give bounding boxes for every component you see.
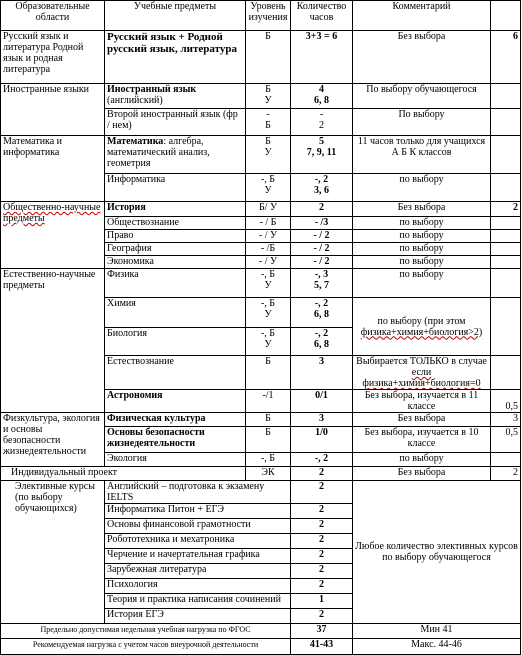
elective-hours: 2 (291, 579, 353, 594)
elective-item: Основы финансовой грамотности (105, 519, 291, 534)
elective-hours: 2 (291, 519, 353, 534)
subject-project: Индивидуальный проект (1, 467, 246, 481)
subject-informatics: Информатика (105, 174, 246, 202)
subject-astronomy: Астрономия (105, 390, 246, 413)
level-russian: Б (246, 31, 291, 84)
extra-astronomy: 0,5 (491, 390, 521, 413)
area-pe: Физкультура, экология и основы безопасности жизнедеятельности (1, 413, 105, 467)
level-astronomy: -/1 (246, 390, 291, 413)
level-physics: -, Б У (246, 269, 291, 298)
subject-law: Право (105, 230, 246, 243)
level-history: Б/ У (246, 202, 291, 217)
elective-hours: 2 (291, 504, 353, 519)
row-math-1 (1, 136, 521, 174)
header-area: Образовательные области (1, 1, 105, 31)
comment-astronomy: Без выбора, изучается в 11 классе (353, 390, 491, 413)
hours-physics: -, 3 5, 7 (291, 269, 353, 298)
comment-electives: Любое количество элективных курсов по выбору обучающегося (353, 481, 521, 624)
subject-english: Иностранный язык (английский) (105, 84, 246, 109)
comment-second-language: По выбору (353, 109, 491, 136)
level-math: Б У (246, 136, 291, 174)
row-social-0 (1, 202, 521, 217)
row-elective-0 (1, 481, 521, 504)
header-row (1, 1, 521, 31)
area-social: Общественно-научные предметы (1, 202, 105, 269)
comment-english: По выбору обучающегося (353, 84, 491, 109)
comment-max-load: Мин 41 (353, 624, 521, 639)
subject-pe: Физическая культура (105, 413, 246, 427)
hours-max-load: 37 (291, 624, 353, 639)
comment-social-studies: по выбору (353, 217, 491, 230)
level-natural-science: Б (246, 356, 291, 390)
comment-informatics: по выбору (353, 174, 491, 202)
hours-math: 5 7, 9, 11 (291, 136, 353, 174)
header-level: Уровень изучения (246, 1, 291, 31)
subject-history: История (105, 202, 246, 217)
comment-russian: Без выбора (353, 31, 491, 84)
row-project (1, 467, 521, 481)
hours-natural-science: 3 (291, 356, 353, 390)
comment-economics: по выбору (353, 256, 491, 269)
level-second-language: - Б (246, 109, 291, 136)
subject-physics: Физика (105, 269, 246, 298)
subject-ecology: Экология (105, 453, 246, 467)
comment-geography: по выбору (353, 243, 491, 256)
hours-obzh: 1/0 (291, 427, 353, 453)
hours-ecology: -, 2 (291, 453, 353, 467)
subject-chemistry: Химия (105, 298, 246, 328)
header-extra (491, 1, 521, 31)
subject-natural-science: Естествознание (105, 356, 246, 390)
level-law: - / У (246, 230, 291, 243)
row-recommended (1, 639, 521, 655)
level-economics: - / У (246, 256, 291, 269)
elective-item: История ЕГЭ (105, 609, 291, 624)
label-recommended: Рекомендуемая нагрузка с учетом часов внеурочной деятельности (1, 639, 291, 655)
area-russian: Русский язык и литература Родной язык и родная литература (1, 31, 105, 84)
hours-history: 2 (291, 202, 353, 217)
comment-pe: Без выбора (353, 413, 491, 427)
elective-item: Информатика Питон + ЕГЭ (105, 504, 291, 519)
elective-item: Зарубежная литература (105, 564, 291, 579)
subject-economics: Экономика (105, 256, 246, 269)
hours-russian: 3+3 = 6 (291, 31, 353, 84)
row-max-load (1, 624, 521, 639)
hours-biology: -, 2 6, 8 (291, 328, 353, 356)
header-hours: Количество часов (291, 1, 353, 31)
subject-second-language: Второй иностранный язык (фр / нем) (105, 109, 246, 136)
comment-natural-science: Выбирается ТОЛЬКО в случае если физика+химия+биология=0 (353, 356, 491, 390)
subject-social-studies: Обществознание (105, 217, 246, 230)
row-pe (1, 413, 521, 427)
header-comment: Комментарий (353, 1, 491, 31)
comment-ecology: по выбору (353, 453, 491, 467)
elective-item: Психология (105, 579, 291, 594)
hours-second-language: - 2 (291, 109, 353, 136)
level-pe: Б (246, 413, 291, 427)
hours-law: - / 2 (291, 230, 353, 243)
level-geography: - /Б (246, 243, 291, 256)
comment-project: Без выбора (353, 467, 491, 481)
level-ecology: -, Б (246, 453, 291, 467)
comment-math: 11 часов только для учащихся А Б К классов (353, 136, 491, 174)
subject-obzh: Основы безопасности жизнедеятельности (105, 427, 246, 453)
extra-obzh: 0,5 (491, 427, 521, 453)
area-science: Естественно-научные предметы (1, 269, 105, 413)
hours-astronomy: 0/1 (291, 390, 353, 413)
extra-project: 2 (491, 467, 521, 481)
comment-physics: по выбору (353, 269, 491, 298)
hours-geography: - / 2 (291, 243, 353, 256)
label-max-load: Предельно допустимая недельная учебная нагрузка по ФГОС (1, 624, 291, 639)
area-foreign: Иностранные языки (1, 84, 105, 136)
row-physics (1, 269, 521, 298)
hours-economics: - / 2 (291, 256, 353, 269)
header-subjects: Учебные предметы (105, 1, 246, 31)
hours-informatics: -, 2 3, 6 (291, 174, 353, 202)
extra-pe: 3 (491, 413, 521, 427)
subject-biology: Биология (105, 328, 246, 356)
elective-item: Теория и практика написания сочинений (105, 594, 291, 609)
area-math: Математика и информатика (1, 136, 105, 202)
comment-law: по выбору (353, 230, 491, 243)
row-russian (1, 31, 521, 84)
hours-pe: 3 (291, 413, 353, 427)
elective-hours: 2 (291, 609, 353, 624)
subject-geography: География (105, 243, 246, 256)
level-social-studies: - / Б (246, 217, 291, 230)
comment-recommended: Макс. 44-46 (353, 639, 521, 655)
level-biology: -, Б У (246, 328, 291, 356)
hours-project: 2 (291, 467, 353, 481)
level-chemistry: -, Б У (246, 298, 291, 328)
area-electives: Элективные курсы (по выбору обучающихся) (1, 481, 105, 624)
comment-chem-bio: по выбору (при этом физика+химия+биология>2) (353, 298, 491, 356)
hours-recommended: 41-43 (291, 639, 353, 655)
subject-russian: Русский язык + Родной русский язык, литература (105, 31, 246, 84)
elective-item: Робототехника и мехатроника (105, 534, 291, 549)
level-project: ЭК (246, 467, 291, 481)
elective-item: Английский – подготовка к экзамену IELTS (105, 481, 291, 504)
elective-hours: 2 (291, 549, 353, 564)
subject-math: Математика: алгебра, математический анализ, геометрия (105, 136, 246, 174)
elective-item: Черчение и начертательная графика (105, 549, 291, 564)
elective-hours: 2 (291, 564, 353, 579)
elective-hours: 2 (291, 481, 353, 504)
elective-hours: 1 (291, 594, 353, 609)
extra-russian: 6 (491, 31, 521, 84)
level-english: Б У (246, 84, 291, 109)
hours-english: 4 6, 8 (291, 84, 353, 109)
comment-obzh: Без выбора, изучается в 10 классе (353, 427, 491, 453)
row-foreign-1 (1, 84, 521, 109)
comment-history: Без выбора (353, 202, 491, 217)
hours-social-studies: - /3 (291, 217, 353, 230)
hours-chemistry: -, 2 6, 8 (291, 298, 353, 328)
level-informatics: -, Б У (246, 174, 291, 202)
elective-hours: 2 (291, 534, 353, 549)
extra-history: 2 (491, 202, 521, 217)
level-obzh: Б (246, 427, 291, 453)
